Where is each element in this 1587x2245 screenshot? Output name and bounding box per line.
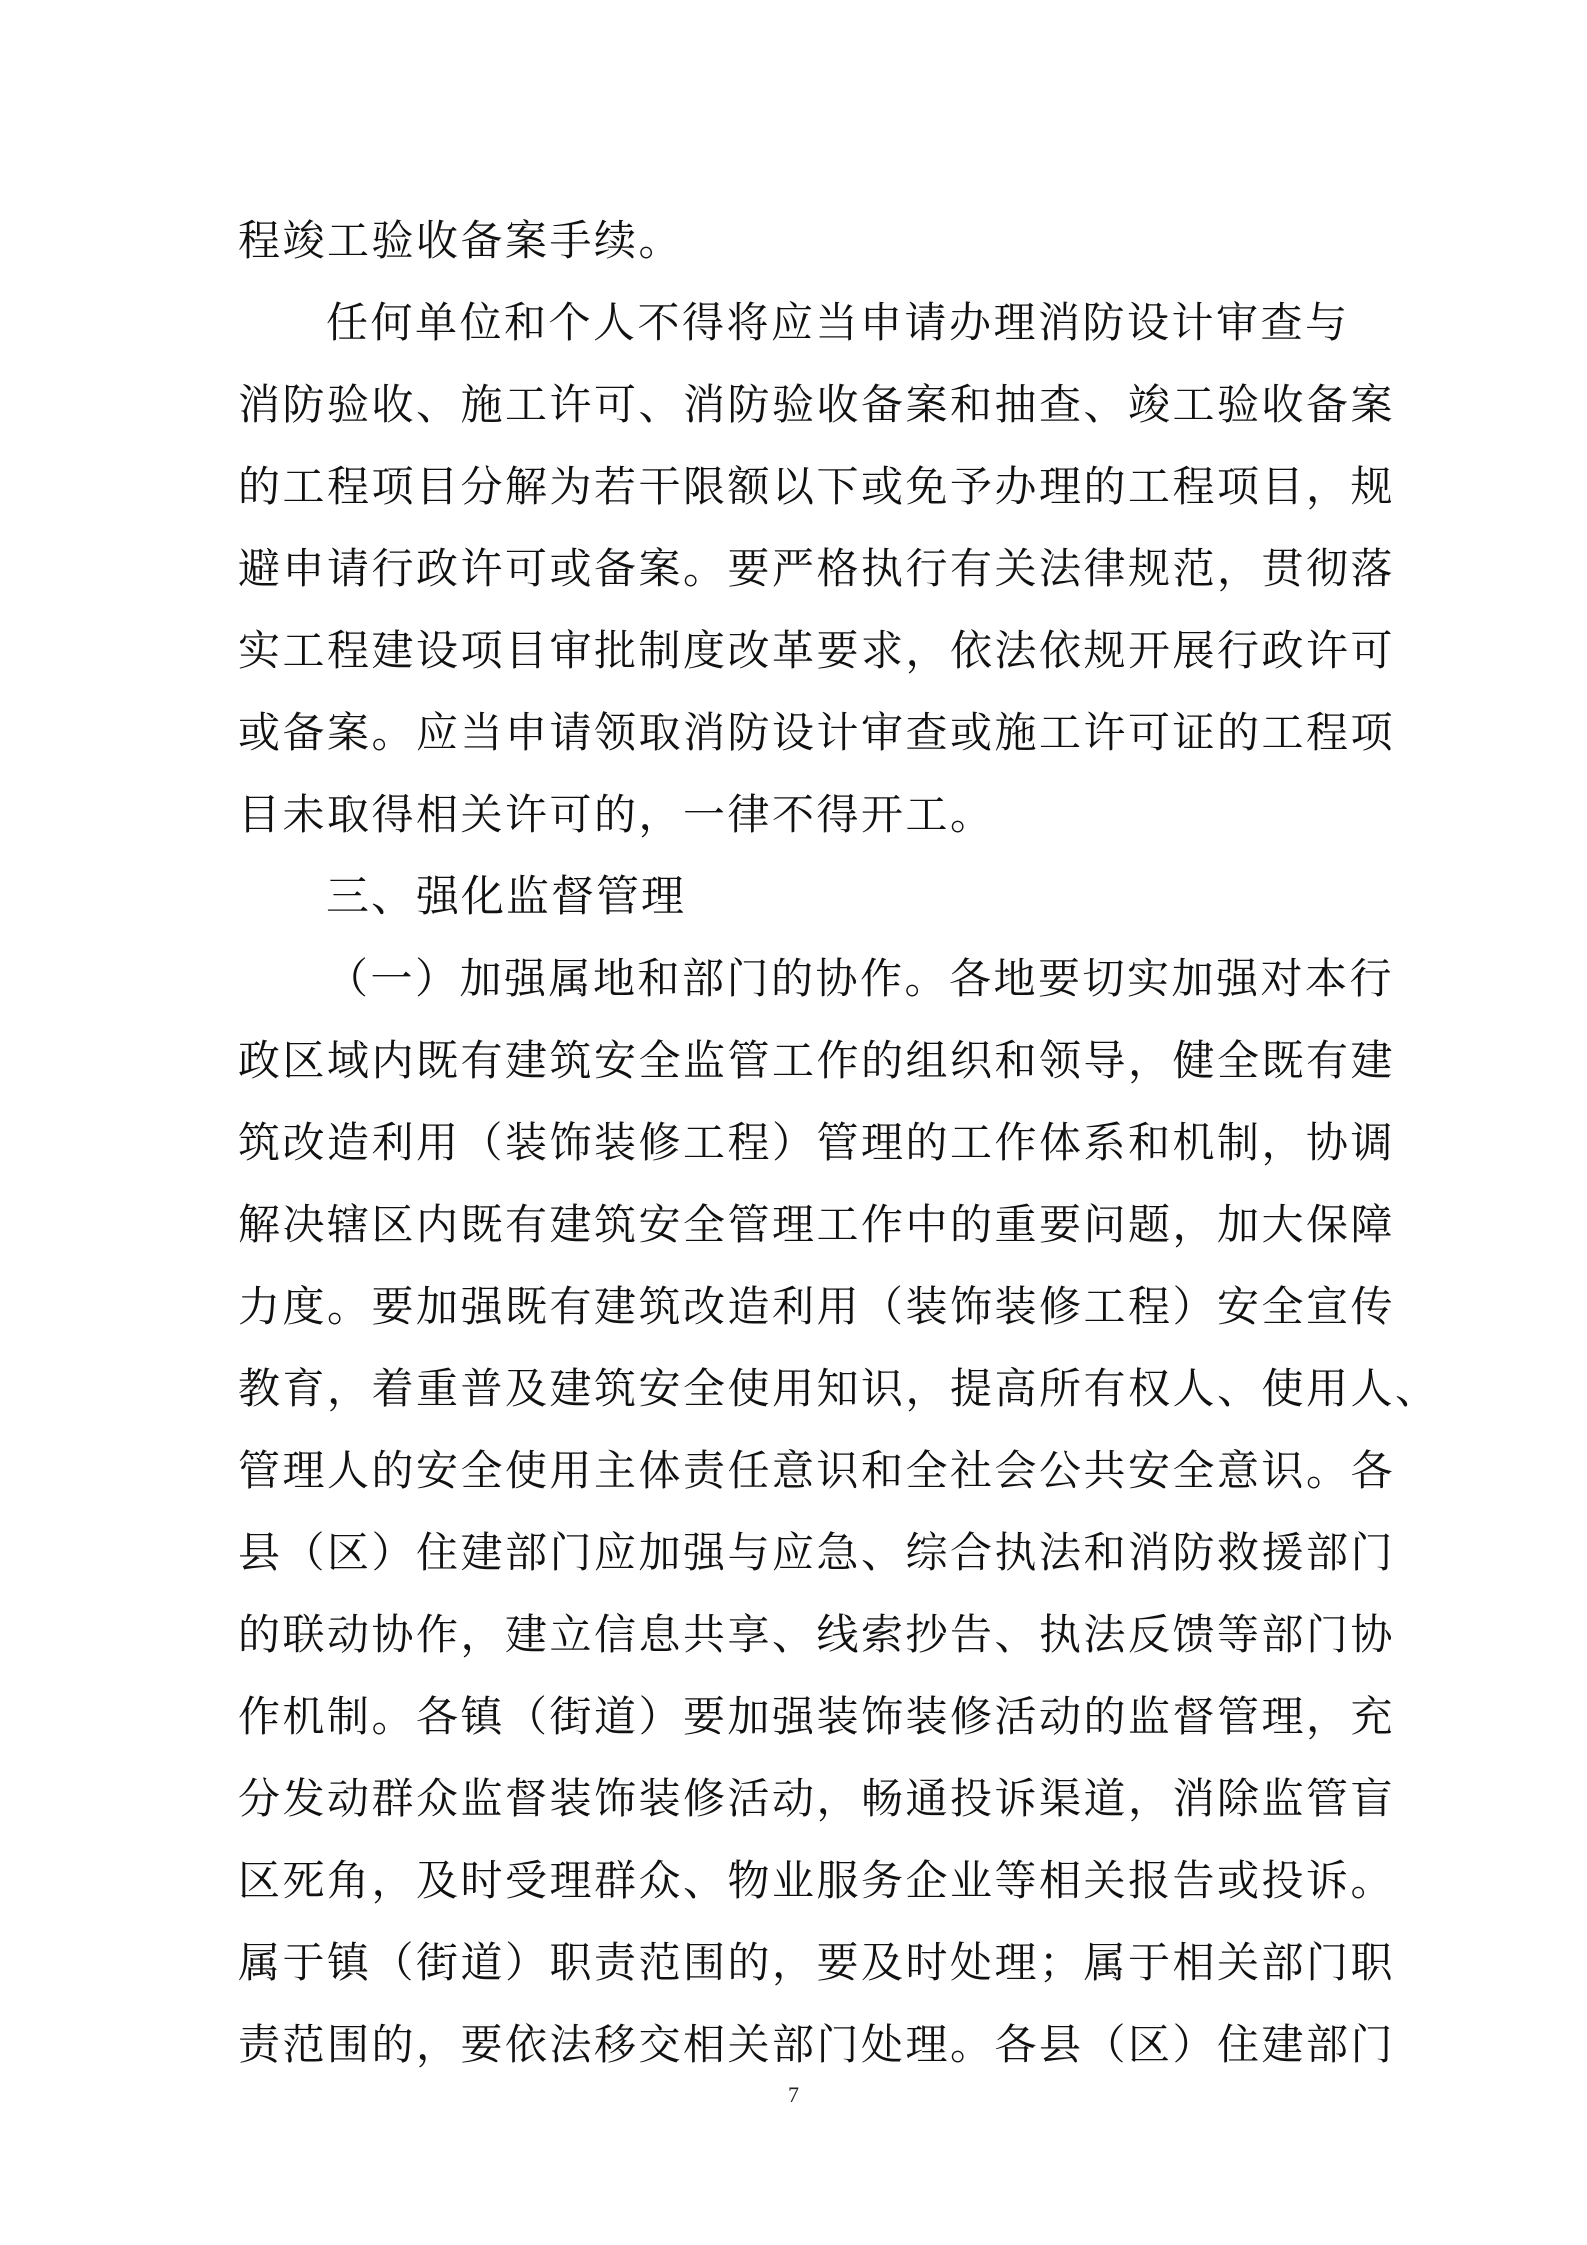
section-heading-block xyxy=(238,856,1350,938)
text-line: 责范围的，要依法移交相关部门处理。各县（区）住建部门 xyxy=(238,2020,1396,2069)
text-line: 区死角，及时受理群众、物业服务企业等相关报告或投诉。 xyxy=(238,1856,1396,1905)
page-number: 7 xyxy=(788,2082,799,2107)
section-heading: 三、强化监督管理 xyxy=(326,872,686,922)
text-line: 实工程建设项目审批制度改革要求，依法依规开展行政许可 xyxy=(238,626,1396,675)
text-line: 解决辖区内既有建筑安全管理工作中的重要问题，加大保障 xyxy=(238,1200,1396,1249)
text-line: 筑改造利用（装饰装修工程）管理的工作体系和机制，协调 xyxy=(238,1118,1396,1167)
text-line: 任何单位和个人不得将应当申请办理消防设计审查与 xyxy=(326,298,1350,347)
text-line: （一）加强属地和部门的协作。各地要切实加强对本行 xyxy=(326,954,1395,1003)
paragraph-cooperation xyxy=(238,938,1440,2086)
text-line: 的工程项目分解为若干限额以下或免予办理的工程项目，规 xyxy=(238,462,1396,511)
text-line: 程竣工验收备案手续。 xyxy=(238,216,684,265)
text-line: 教育，着重普及建筑安全使用知识，提高所有权人、使用人、 xyxy=(238,1364,1440,1413)
text-line: 或备案。应当申请领取消防设计审查或施工许可证的工程项 xyxy=(238,708,1396,757)
text-line: 分发动群众监督装饰装修活动，畅通投诉渠道，消除监管盲 xyxy=(238,1774,1396,1823)
text-line: 县（区）住建部门应加强与应急、综合执法和消防救援部门 xyxy=(238,1528,1396,1577)
paragraph-continuation xyxy=(238,200,1350,282)
text-line: 目未取得相关许可的，一律不得开工。 xyxy=(238,790,995,839)
text-line: 消防验收、施工许可、消防验收备案和抽查、竣工验收备案 xyxy=(238,380,1396,429)
text-line: 的联动协作，建立信息共享、线索抄告、执法反馈等部门协 xyxy=(238,1610,1396,1659)
text-line: 作机制。各镇（街道）要加强装饰装修活动的监督管理，充 xyxy=(238,1692,1396,1741)
paragraph-project-splitting xyxy=(238,282,1396,856)
text-line: 管理人的安全使用主体责任意识和全社会公共安全意识。各 xyxy=(238,1446,1396,1495)
text-line: 避申请行政许可或备案。要严格执行有关法律规范，贯彻落 xyxy=(238,544,1396,593)
text-line: 力度。要加强既有建筑改造利用（装饰装修工程）安全宣传 xyxy=(238,1282,1396,1331)
text-line: 政区域内既有建筑安全监管工作的组织和领导，健全既有建 xyxy=(238,1036,1396,1085)
text-line: 属于镇（街道）职责范围的，要及时处理；属于相关部门职 xyxy=(238,1938,1396,1987)
